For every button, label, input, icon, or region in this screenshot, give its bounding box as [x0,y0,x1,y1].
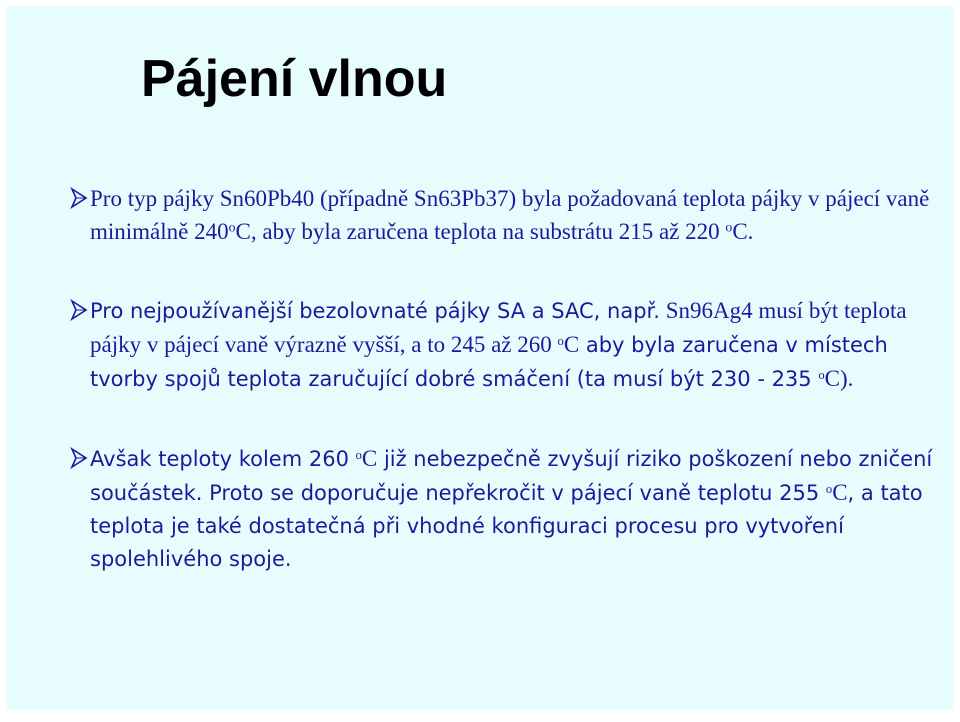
bullet-text: C [563,332,580,357]
bullet-text: C [832,480,848,505]
bullet-text: C). [824,366,854,391]
slide [6,6,954,710]
bullet-item [76,442,936,576]
bullet-text: Pro typ pájky Sn60Pb40 (případně Sn63Pb37) byla požadovaná teplota pájky v pájecí vaně minimálně 240 [90,186,930,244]
bullet-text: již nebezpečně zvyšují riziko poškození nebo zničení součástek. Proto se doporučuje nepřekročit v pájecí vaně teplotu 255 [90,447,933,505]
degree-superscript: o [825,482,833,497]
slide-title: Pájení vlnou [141,50,448,108]
degree-superscript: o [228,219,236,235]
arrowhead-outline-icon [70,299,88,321]
arrowhead-outline-icon [70,447,88,469]
bullet-text: , a tato teplota je také dostatečná při vhodné konfiguraci procesu pro vytvoření spolehlivého spoje. [90,481,923,571]
degree-superscript: o [355,448,362,463]
degree-superscript: o [818,368,825,383]
degree-superscript: o [557,334,564,349]
degree-superscript: o [725,219,733,235]
bullet-text: Sn96Ag4 musí být teplota pájky v pájecí vaně výrazně vyšší, a to 245 až 260 [90,298,907,357]
bullet-text: C [361,446,378,471]
bullet-text: C, aby byla zaručena teplota na substrátu 215 až 220 [235,219,726,244]
bullet-text: C. [732,219,754,244]
bullet-text: Avšak teploty kolem 260 [90,447,356,471]
bullet-item [76,182,936,248]
arrowhead-outline-icon [70,187,88,209]
bullet-text: aby byla zaručena v místech tvorby spojů teplota zaručující dobré smáčení (ta musí být 230 - 235 [90,333,888,391]
bullet-item [76,294,936,396]
bullet-list [76,182,936,576]
bullet-text: Pro nejpoužívanější bezolovnaté pájky SA a SAC, např. [90,299,660,323]
